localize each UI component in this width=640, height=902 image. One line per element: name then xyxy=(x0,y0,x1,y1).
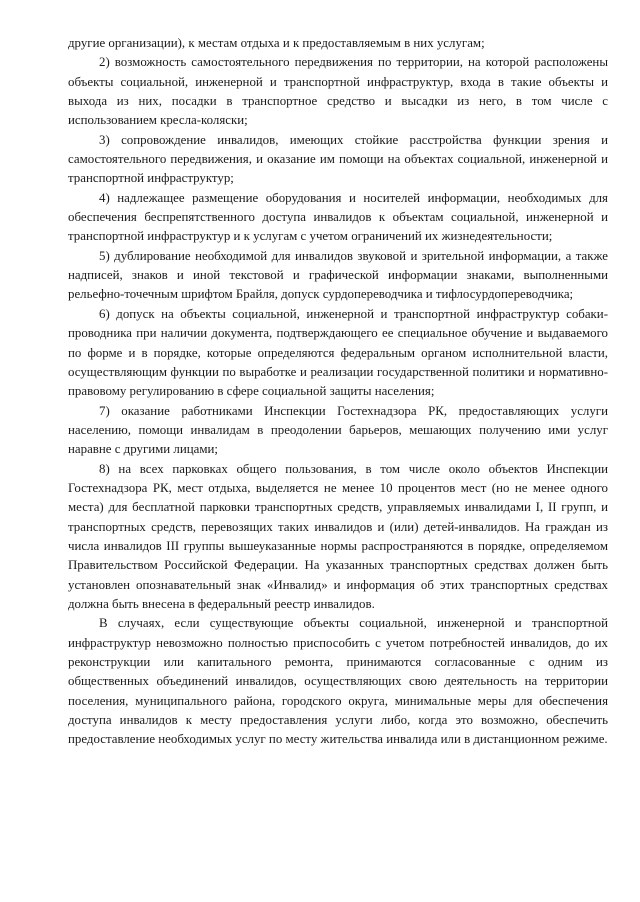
paragraph-closing: В случаях, если существующие объекты социальной, инженерной и транспортной инфраструктур невозможно полностью приспособить с учетом потребностей инвалидов, до их реконструкции или капитального ремонта, принимаются согласованные с одним из общественных объединений инвалидов, осуществляющих свою деятельность на территории поселения, муниципального района, городского округа, минимальные меры для обеспечения доступа инвалидов к месту предоставления услуги либо, когда это возможно, обеспечить предоставление необходимых услуг по месту жительства инвалида или в дистанционном режиме. xyxy=(68,616,608,747)
paragraph-item-7: 7) оказание работниками Инспекции Гостехнадзора РК, предоставляющих услуги населению, помощи инвалидам в преодолении барьеров, мешающих получению ими услуг наравне с другими лицами; xyxy=(68,403,608,457)
paragraph-item-4: 4) надлежащее размещение оборудования и носителей информации, необходимых для обеспечения беспрепятственного доступа инвалидов к объектам социальной, инженерной и транспортной инфраструктур и к услугам с учетом ограничений их жизнедеятельности; xyxy=(68,190,608,244)
paragraph-item-3: 3) сопровождение инвалидов, имеющих стойкие расстройства функции зрения и самостоятельного передвижения, и оказание им помощи на объектах социальной, инженерной и транспортной инфраструктур; xyxy=(68,132,608,186)
paragraph-item-6: 6) допуск на объекты социальной, инженерной и транспортной инфраструктур собаки-проводника при наличии документа, подтверждающего ее специальное обучение и выдаваемого по форме и в порядке, которые определяются федеральным органом исполнительной власти, осуществляющим функции по выработке и реализации государственной политики и нормативно-правовому регулированию в сфере социальной защиты населения; xyxy=(68,306,608,399)
paragraph-item-5: 5) дублирование необходимой для инвалидов звуковой и зрительной информации, а также надписей, знаков и иной текстовой и графической информации знаками, выполненными рельефно-точечным шрифтом Брайля, допуск сурдопереводчика и тифлосурдопереводчика; xyxy=(68,248,608,302)
paragraph-item-2: 2) возможность самостоятельного передвижения по территории, на которой расположены объекты социальной, инженерной и транспортной инфраструктур, входа в такие объекты и выхода из них, посадки в транспортное средство и высадки из него, в том числе с использованием кресла-коляски; xyxy=(68,55,608,128)
document-page xyxy=(68,34,608,750)
paragraph-item-8: 8) на всех парковках общего пользования, в том числе около объектов Инспекции Гостехнадзора РК, мест отдыха, выделяется не менее 10 процентов мест (но не менее одного места) для бесплатной парковки транспортных средств, управляемых инвалидами I, II групп, и транспортных средств, перевозящих таких инвалидов и (или) детей-инвалидов. На граждан из числа инвалидов III группы вышеуказанные нормы распространяются в порядке, определяемом Правительством Российской Федерации. На указанных транспортных средствах должен быть установлен опознавательный знак «Инвалид» и информация об этих транспортных средствах должна быть внесена в федеральный реестр инвалидов. xyxy=(68,461,608,611)
paragraph-continuation: другие организации), к местам отдыха и к предоставляемым в них услугам; xyxy=(68,36,485,50)
